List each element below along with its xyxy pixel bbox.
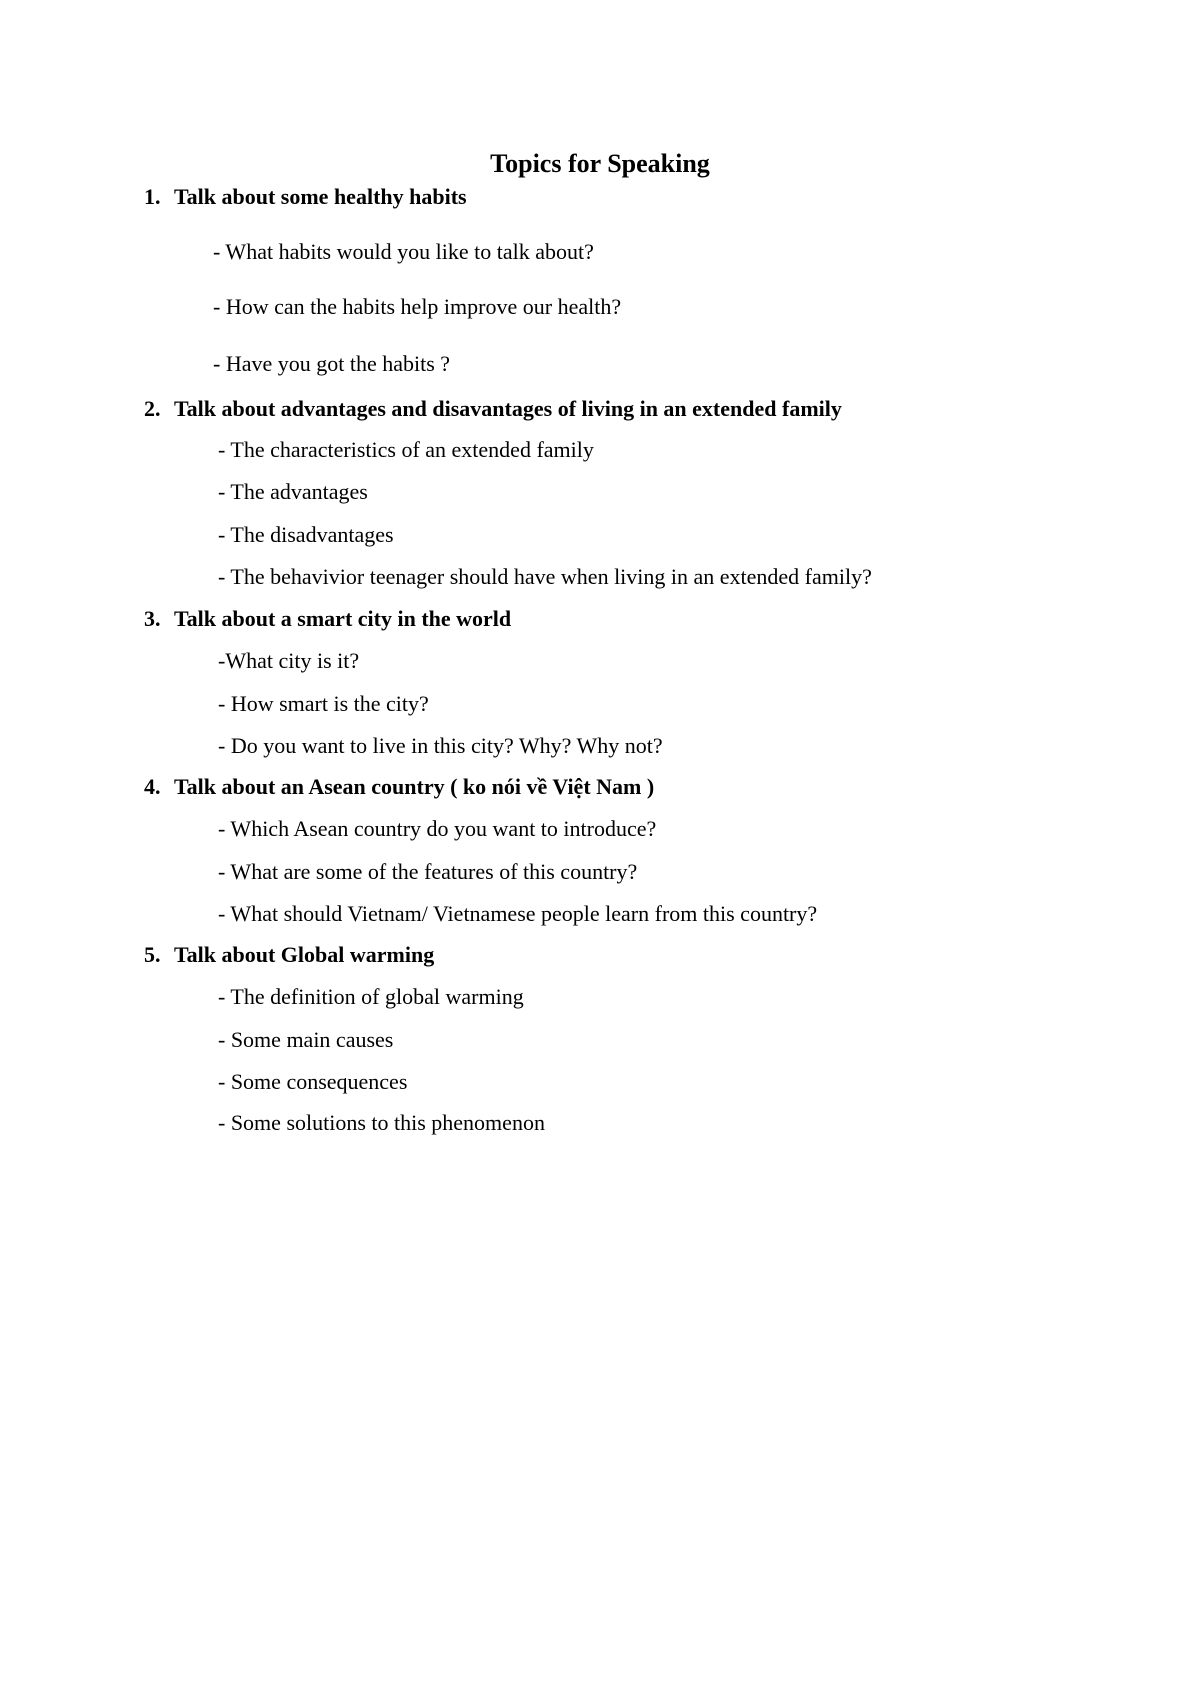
list-item: - The disadvantages <box>218 522 394 547</box>
list-item: -What city is it? <box>218 648 360 673</box>
list-item: - Which Asean country do you want to introduce? <box>218 816 657 841</box>
topic-number: 4. <box>144 774 161 799</box>
topic-heading-text: Talk about an Asean country ( ko nói về Việt Nam ) <box>174 774 655 799</box>
list-item: - Have you got the habits ? <box>213 351 451 376</box>
list-item: - The characteristics of an extended family <box>218 437 594 462</box>
list-item: - The definition of global warming <box>218 984 524 1009</box>
topic-heading-5 <box>144 941 434 969</box>
topic-heading-text: Talk about advantages and disavantages of living in an extended family <box>174 396 842 421</box>
topic-heading-3 <box>144 605 511 633</box>
list-item: - What habits would you like to talk about? <box>213 239 594 264</box>
topic-number: 1. <box>144 184 161 209</box>
list-item: - The behavivior teenager should have when living in an extended family? <box>218 564 872 589</box>
list-item: - Some solutions to this phenomenon <box>218 1110 545 1135</box>
topic-heading-text: Talk about Global warming <box>174 942 435 967</box>
topic-heading-4 <box>144 773 654 801</box>
topic-heading-text: Talk about a smart city in the world <box>174 606 512 631</box>
list-item: - Do you want to live in this city? Why? Why not? <box>218 733 663 758</box>
list-item: - What should Vietnam/ Vietnamese people learn from this country? <box>218 901 818 926</box>
topic-heading-text: Talk about some healthy habits <box>174 184 467 209</box>
page-title: Topics for Speaking <box>490 149 710 178</box>
list-item: - Some main causes <box>218 1027 394 1052</box>
list-item: - What are some of the features of this country? <box>218 859 638 884</box>
topic-number: 5. <box>144 942 161 967</box>
topic-heading-1 <box>144 183 467 211</box>
topic-number: 3. <box>144 606 161 631</box>
list-item: - The advantages <box>218 479 368 504</box>
list-item: - Some consequences <box>218 1069 408 1094</box>
list-item: - How can the habits help improve our health? <box>213 294 622 319</box>
topic-number: 2. <box>144 396 161 421</box>
topic-heading-2 <box>144 395 842 423</box>
list-item: - How smart is the city? <box>218 691 429 716</box>
